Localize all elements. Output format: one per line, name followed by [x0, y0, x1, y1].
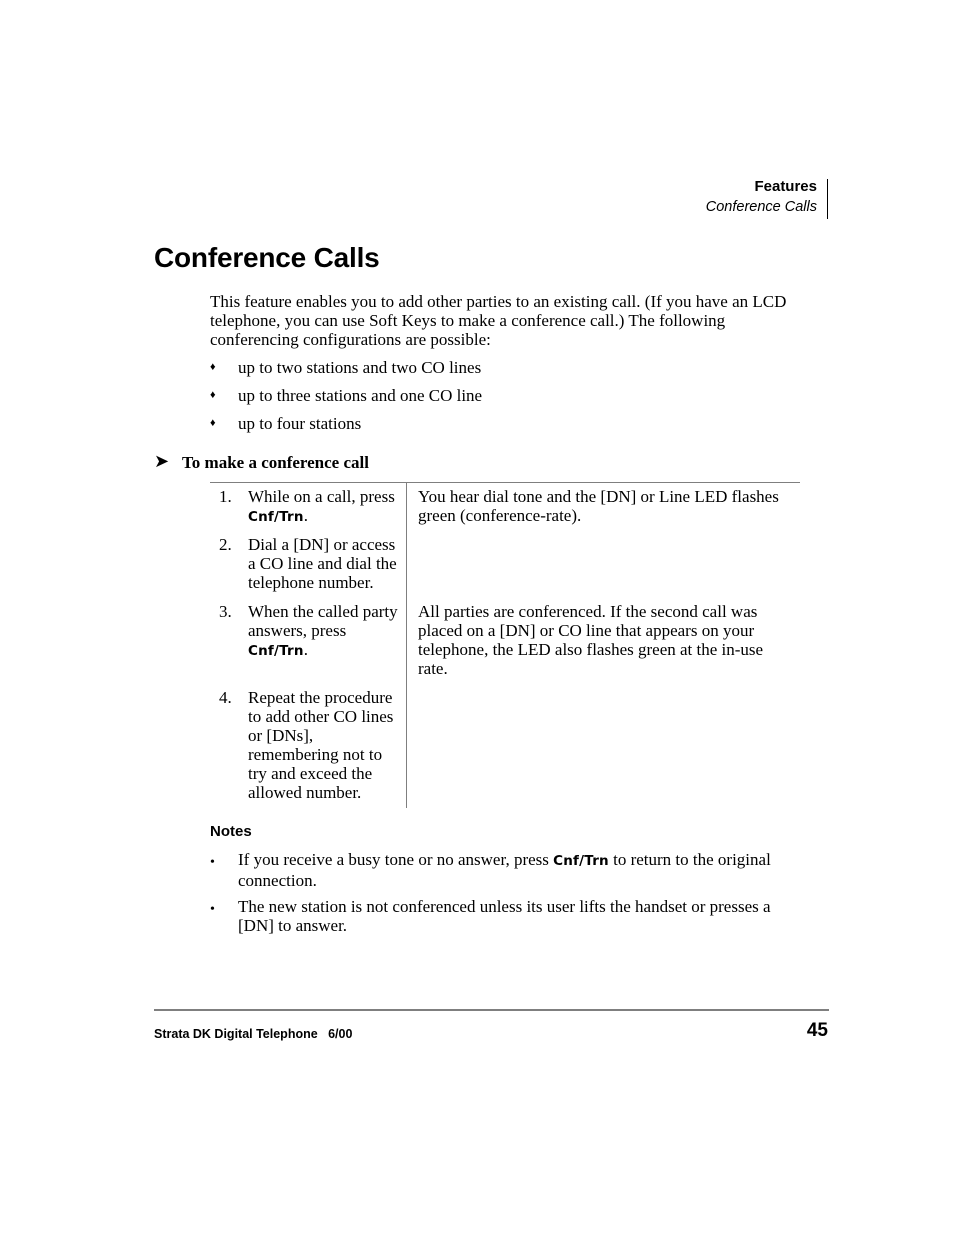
running-head-subsection: Conference Calls	[705, 199, 817, 215]
note-text-after: to return to the original connection.	[238, 850, 771, 890]
bullet-dot-icon: •	[210, 855, 215, 870]
notes-heading: Notes	[210, 823, 252, 840]
running-head	[706, 177, 817, 218]
step-number: 2.	[219, 535, 232, 554]
page-title: Conference Calls	[154, 242, 380, 273]
page-number: 45	[806, 1020, 828, 1041]
diamond-bullet-icon: ♦	[210, 389, 216, 401]
step-result: All parties are conferenced. If the second call was placed on a [DN] or CO line that appears on your telephone, the LED also flashes green at the in-use rate.	[418, 602, 764, 678]
list-item-text: up to four stations	[238, 414, 362, 433]
step-text: Repeat the procedure to add other CO lines or [DNs], remembering not to try and exceed the allowed number.	[248, 688, 394, 802]
step-suffix: .	[303, 640, 308, 659]
step-text	[248, 487, 404, 527]
diamond-bullet-icon: ♦	[210, 361, 216, 373]
step-instruction: When the called party answers, press	[248, 602, 398, 640]
step-instruction: While on a call, press	[248, 487, 395, 506]
note-text-before: If you receive a busy tone or no answer, press	[238, 850, 549, 869]
step-suffix: .	[303, 506, 308, 525]
step-number: 4.	[219, 688, 232, 707]
list-item-text: up to three stations and one CO line	[238, 386, 483, 405]
note-text	[238, 850, 793, 890]
cnf-trn-key-label: Cnf/Trn	[248, 509, 304, 525]
step-result: You hear dial tone and the [DN] or Line LED flashes green (conference-rate).	[418, 487, 779, 525]
step-number: 1.	[219, 487, 232, 506]
intro-paragraph: This feature enables you to add other parties to an existing call. (If you have an LCD telephone, you can use Soft Keys to make a conference call.) The following conferencing configurations are possible:	[210, 292, 787, 349]
step-number: 3.	[219, 602, 232, 621]
running-head-section: Features	[754, 178, 817, 195]
footer-document-title: Strata DK Digital Telephone 6/00	[154, 1027, 353, 1041]
bullet-dot-icon: •	[210, 902, 215, 917]
cnf-trn-key-label: Cnf/Trn	[553, 853, 609, 869]
procedure-title: To make a conference call	[182, 453, 369, 472]
diamond-bullet-icon: ♦	[210, 417, 216, 429]
arrow-right-icon: ➤	[154, 451, 170, 471]
list-item-text: up to two stations and two CO lines	[238, 358, 482, 377]
running-head-rule	[827, 179, 828, 219]
step-text: Dial a [DN] or access a CO line and dial the telephone number.	[248, 535, 397, 592]
step-text	[248, 602, 404, 661]
note-text: The new station is not conferenced unless its user lifts the handset or presses a [DN] to answer.	[238, 897, 771, 935]
table-column-divider	[406, 483, 407, 808]
cnf-trn-key-label: Cnf/Trn	[248, 643, 304, 659]
footer-rule	[154, 1009, 829, 1011]
table-top-rule	[210, 482, 800, 483]
